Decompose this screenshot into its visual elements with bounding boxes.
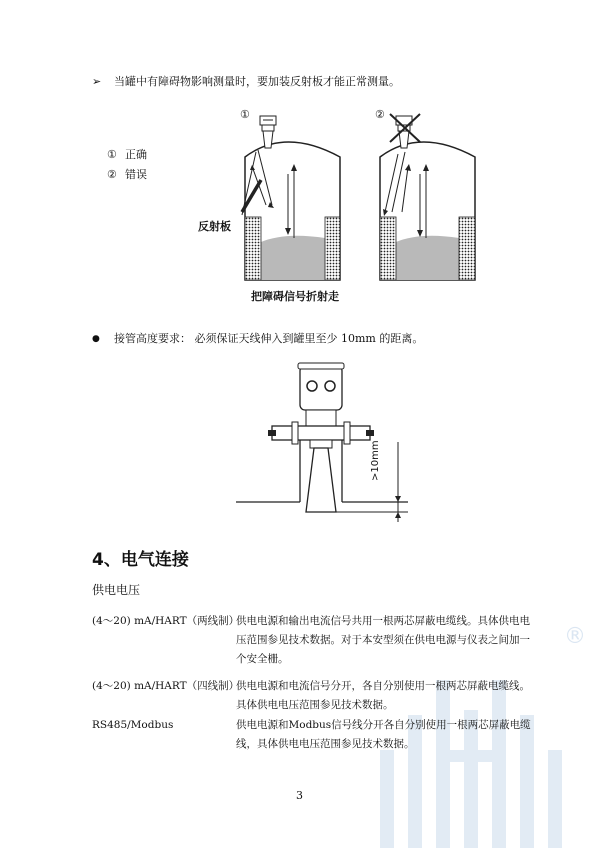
legend-wrong-label: 错误 <box>125 168 147 181</box>
registered-mark: ® <box>564 624 586 649</box>
note-text: 当罐中有障碍物影响测量时，要加装反射板才能正常测量。 <box>114 75 400 88</box>
dimension-label: >10mm <box>370 440 381 481</box>
nozzle-diagram <box>232 362 412 522</box>
nozzle-text: 接管高度要求： 必须保证天线伸入到罐里至少 10mm 的距离。 <box>114 332 424 345</box>
tank-wrong <box>380 114 475 280</box>
section-title: 4、电气连接 <box>92 550 189 570</box>
legend-correct-label: 正确 <box>125 148 147 161</box>
row-desc-four-wire: 供电电源和电流信号分开，各自分别使用一根两芯屏蔽电缆线。具体供电电压范围参见技术数据。 <box>236 680 530 711</box>
nozzle-bullet: ● <box>92 334 100 344</box>
page-number: 3 <box>296 789 303 802</box>
reflector-label: 反射板 <box>198 220 231 233</box>
figure1-caption: 把障碍信号折射走 <box>251 290 339 303</box>
section-subtitle: 供电电压 <box>92 583 141 597</box>
tank2-marker: ② <box>375 108 385 121</box>
row-term-four-wire: (4～20) mA/HART（四线制） <box>92 680 240 692</box>
row-desc-rs485: 供电电源和Modbus信号线分开各自分别使用一根两芯屏蔽电缆线，具体供电电压范围参见技术数据。 <box>236 719 531 750</box>
tank-diagram <box>230 112 480 282</box>
note-bullet: ➢ <box>92 75 102 88</box>
row-desc-two-wire: 供电电源和输出电流信号共用一根两芯屏蔽电缆线。具体供电电压范围参见技术数据。对于本安型须在供电电源与仪表之间加一个安全栅。 <box>236 615 530 665</box>
row-term-rs485: RS485/Modbus <box>92 719 174 731</box>
legend-wrong-marker: ② <box>107 168 117 181</box>
tank1-marker: ① <box>240 108 250 121</box>
tank-correct <box>242 116 340 280</box>
row-term-two-wire: (4～20) mA/HART（两线制） <box>92 615 240 627</box>
legend-correct-marker: ① <box>107 148 117 161</box>
